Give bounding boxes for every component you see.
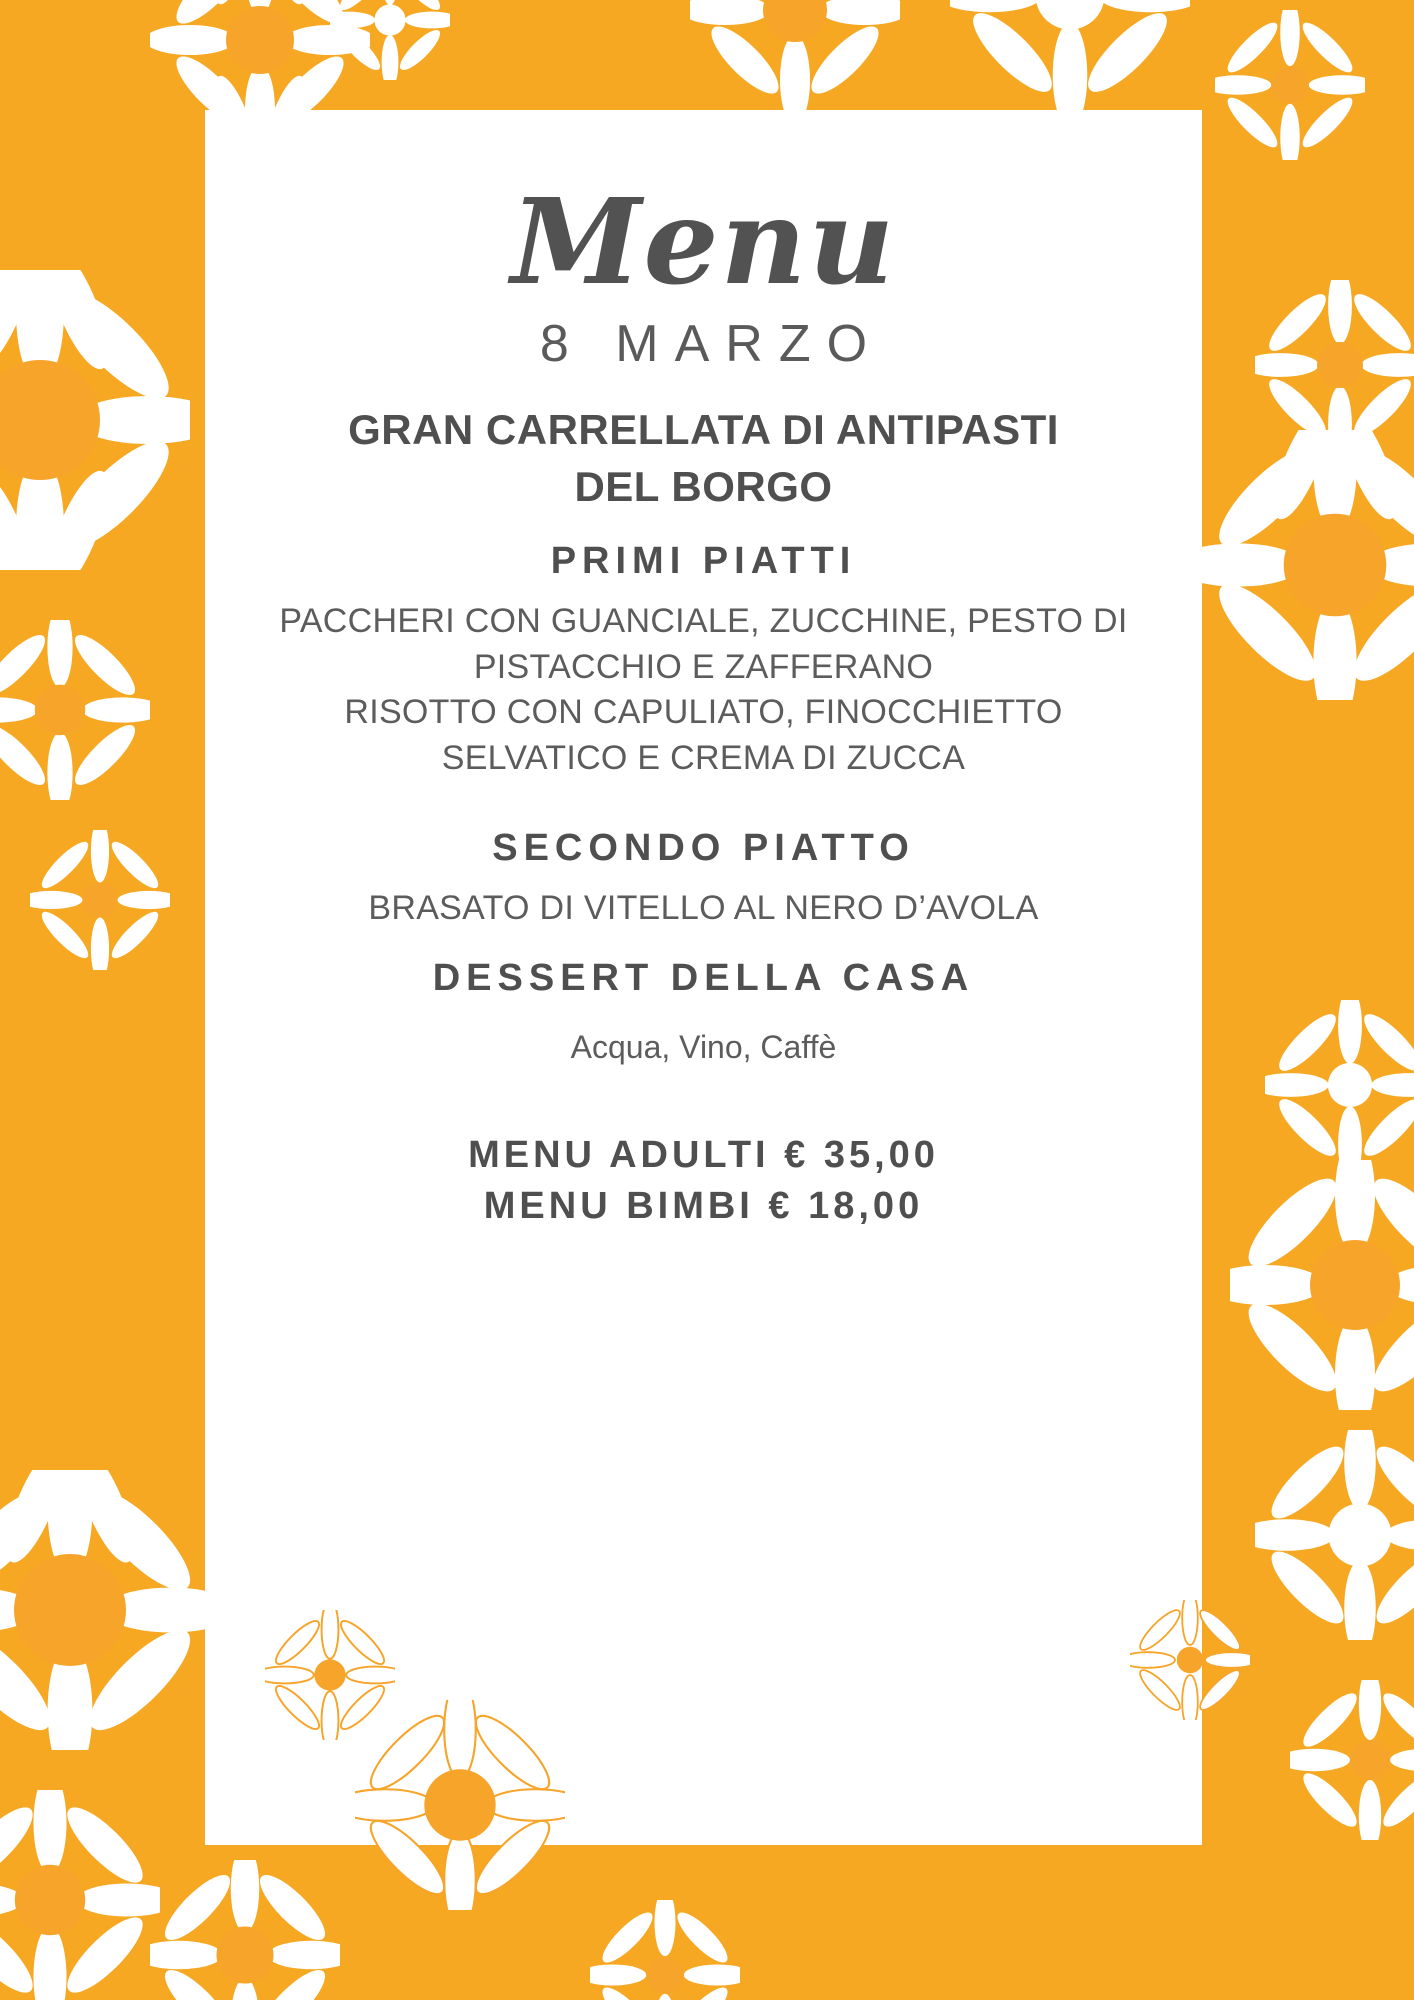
daisy-icon <box>1290 1680 1414 1840</box>
daisy-icon <box>30 830 170 970</box>
daisy-icon <box>950 0 1190 110</box>
list-item: BRASATO DI VITELLO AL NERO D’AVOLA <box>368 888 1039 927</box>
page-title: Menu <box>510 172 897 311</box>
antipasti-heading: GRAN CARRELLATA DI ANTIPASTI DEL BORGO <box>348 405 1059 510</box>
list-item: PACCHERI CON GUANCIALE, ZUCCHINE, PESTO DI PISTACCHIO E ZAFFERANO <box>279 601 1128 686</box>
secondo-heading: SECONDO PIATTO <box>492 827 915 870</box>
primi-heading: PRIMI PIATTI <box>550 540 857 583</box>
daisy-icon <box>150 1860 340 2000</box>
daisy-icon <box>1215 10 1365 160</box>
daisy-icon <box>590 1900 740 2000</box>
price-block <box>245 1130 1162 1233</box>
price-kids: MENU BIMBI € 18,00 <box>483 1185 924 1228</box>
daisy-icon <box>0 1470 210 1750</box>
menu-content <box>205 172 1202 1232</box>
list-item: RISOTTO CON CAPULIATO, FINOCCHIETTO SELVATICO E CREMA DI ZUCCA <box>344 693 1063 778</box>
daisy-icon <box>0 1790 160 2000</box>
daisy-icon <box>690 0 900 110</box>
daisy-icon <box>0 620 150 800</box>
price-adults: MENU ADULTI € 35,00 <box>468 1133 939 1176</box>
daisy-icon <box>1265 1000 1414 1170</box>
secondo-list <box>245 886 1162 932</box>
daisy-icon <box>0 270 190 570</box>
menu-card <box>205 110 1202 1845</box>
daisy-icon <box>1255 280 1414 450</box>
daisy-icon <box>1255 1430 1414 1640</box>
menu-date: 8 MARZO <box>539 314 884 373</box>
dessert-heading: DESSERT DELLA CASA <box>432 956 975 999</box>
daisy-icon <box>1200 430 1414 700</box>
drinks-line: Acqua, Vino, Caffè <box>570 1028 837 1065</box>
primi-list <box>245 599 1162 783</box>
daisy-icon <box>330 0 450 80</box>
daisy-icon <box>1230 1160 1414 1410</box>
